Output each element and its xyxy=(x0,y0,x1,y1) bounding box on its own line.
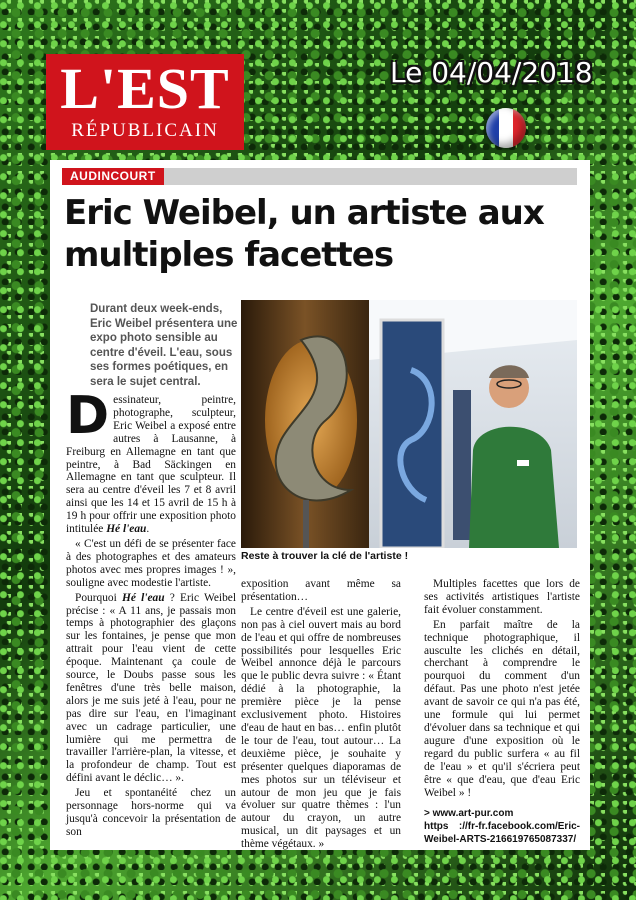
paragraph-2: « C'est un défi de se présenter face à des photographes et des amateurs photos avec mes propres images ! », souligne avec modestie l'artiste. xyxy=(66,537,236,589)
article-column-2 xyxy=(241,578,401,853)
paragraph-4: Jeu et spontanéité chez un personnage hors-norme qui va jusqu'à concevoir la présentation de son xyxy=(66,787,236,838)
exhibition-title: Hé l'eau xyxy=(106,523,147,536)
exhibition-title-2: Hé l'eau xyxy=(122,591,165,604)
newspaper-logo xyxy=(46,54,244,150)
paragraph-1: essinateur, peintre, photographe, sculpteur, Eric Weibel a exposé entre autres à Lausanne, à Freiburg en Allemagne en tant que peintre, à Bad Säckingen en Allemagne en tant que sculpteur. Il sera au centre d'éveil les 7 et 8 avril ainsi que les 14 et 15 avril de 15 h à 19 h pour offrir une exposition photo intitulée xyxy=(66,394,236,536)
paragraph-6: Le centre d'éveil est une galerie, non pas à ciel ouvert mais au bord de l'eau et qui offre de nombreuses possibilités pour lesquelles Eric Weibel annonce déjà le parcours que le public devra suivre : « Étant dédié à la photographie, la première pièce je la pense exclusivement photo. Histoires d'eau de haut en bas… enfin plutôt le tour de l'eau, tout autour… La deuxième pièce, je souhaite y présenter quelques diaporamas de mes photos sur un téléviseur et autour de mon jeu que je fais évoluer sur quatre thèmes : l'un autour du crayon, un autre musical, un dit paysages et un thème végétaux. » xyxy=(241,605,401,851)
paragraph-5: exposition avant même sa présentation… xyxy=(241,578,401,603)
website-link[interactable]: > www.art-pur.com xyxy=(424,808,514,820)
drop-cap: D xyxy=(66,386,110,446)
publication-date: Le 04/04/2018 xyxy=(390,56,593,89)
logo-top-text: L'EST xyxy=(60,56,230,121)
france-flag-icon xyxy=(486,108,526,148)
article-page xyxy=(50,160,590,850)
section-tag: AUDINCOURT xyxy=(62,168,164,185)
paragraph-8: En parfait maître de la technique photographique, il ausculte les clichés en détail, cherchant à comprendre le pourquoi du comment d'un défaut. Pas une photo n'est jetée avant de savoir ce qui n'a pas été, une formule qui lui permet d'évoluer dans sa technique et qui augure d'une exposition où le regard du public surfera « au fil de l'eau » et qu'il s'écriera peut être « que d'eau, que d'eau Eric Weibel » ! xyxy=(424,618,580,799)
article-column-1: Dessinateur, peintre, photographe, sculpteur, Eric Weibel a exposé entre autres à Lausanne, à Freiburg en Allemagne en tant que peintre, à Bad Säckingen en Allemagne en tant que sculpteur. Il sera au centre d'éveil les 7 et 8 avril ainsi que les 14 et 15 avril de 15 h à 19 h pour offrir une exposition photo intitulée Hé l'eau. « C'est un défi de se présenter face à des photographes et des amateurs photos avec mes propres images ! », souligne avec modestie l'artiste. Pourquoi Hé l'eau ? Eric Weibel précise : « A 11 ans, je passais mon temps à photographier des glaçons sur les fontaines, je pense que mon attrait pour l'eau vient de cette époque. Maintenant ça coule de source, le Doubs passe sous les fenêtres d'une très belle maison, alors je me suis jeté à l'eau, pour ne pas dire sur l'eau, en l'imaginant avec un cadrage particulier, une lumière qui me permettra de travailler l'arrière-plan, la vitesse, et la profondeur de champ. Tout est défini avant le déclic… ». Jeu et spontanéité chez un personnage hors-norme qui va jusqu'à concevoir la présentation de son xyxy=(66,386,236,838)
article-lead: Durant deux week-ends, Eric Weibel présentera une expo photo sensible au centre d'éveil. L'eau, sous ses formes poétiques, en sera le sujet central. xyxy=(90,303,238,388)
photo-caption: Reste à trouver la clé de l'artiste ! xyxy=(241,550,409,562)
paragraph-7: Multiples facettes que lors de ses activités artistiques l'artiste fait évoluer constamment. xyxy=(424,578,580,616)
article-headline: Eric Weibel, un artiste aux multiples facettes xyxy=(64,193,544,275)
paragraph-3: ? Eric Weibel précise : « A 11 ans, je passais mon temps à photographier des glaçons sur les fontaines, je pense que mon attrait pour l'eau vient de cette époque. Maintenant ça coule de source, le Doubs passe sous les fenêtres d'une très belle maison, alors je me suis jeté à l'eau, pour ne pas dire sur l'eau, en l'imaginant avec un cadrage particulier, une lumière qui me permettra de travailler l'arrière-plan, la vitesse, et la profondeur de champ. Tout est défini avant le déclic… ». xyxy=(66,591,236,785)
logo-bottom-text: RÉPUBLICAIN xyxy=(71,120,219,141)
article-photo xyxy=(241,300,577,548)
facebook-link[interactable]: https ://fr-fr.facebook.com/Eric-Weibel-ARTS-216619765087337/ xyxy=(424,821,580,846)
article-column-3 xyxy=(424,578,580,846)
photo-artist-illustration xyxy=(241,300,577,548)
paragraph-3-start: Pourquoi xyxy=(75,591,117,604)
article-links xyxy=(424,807,580,846)
